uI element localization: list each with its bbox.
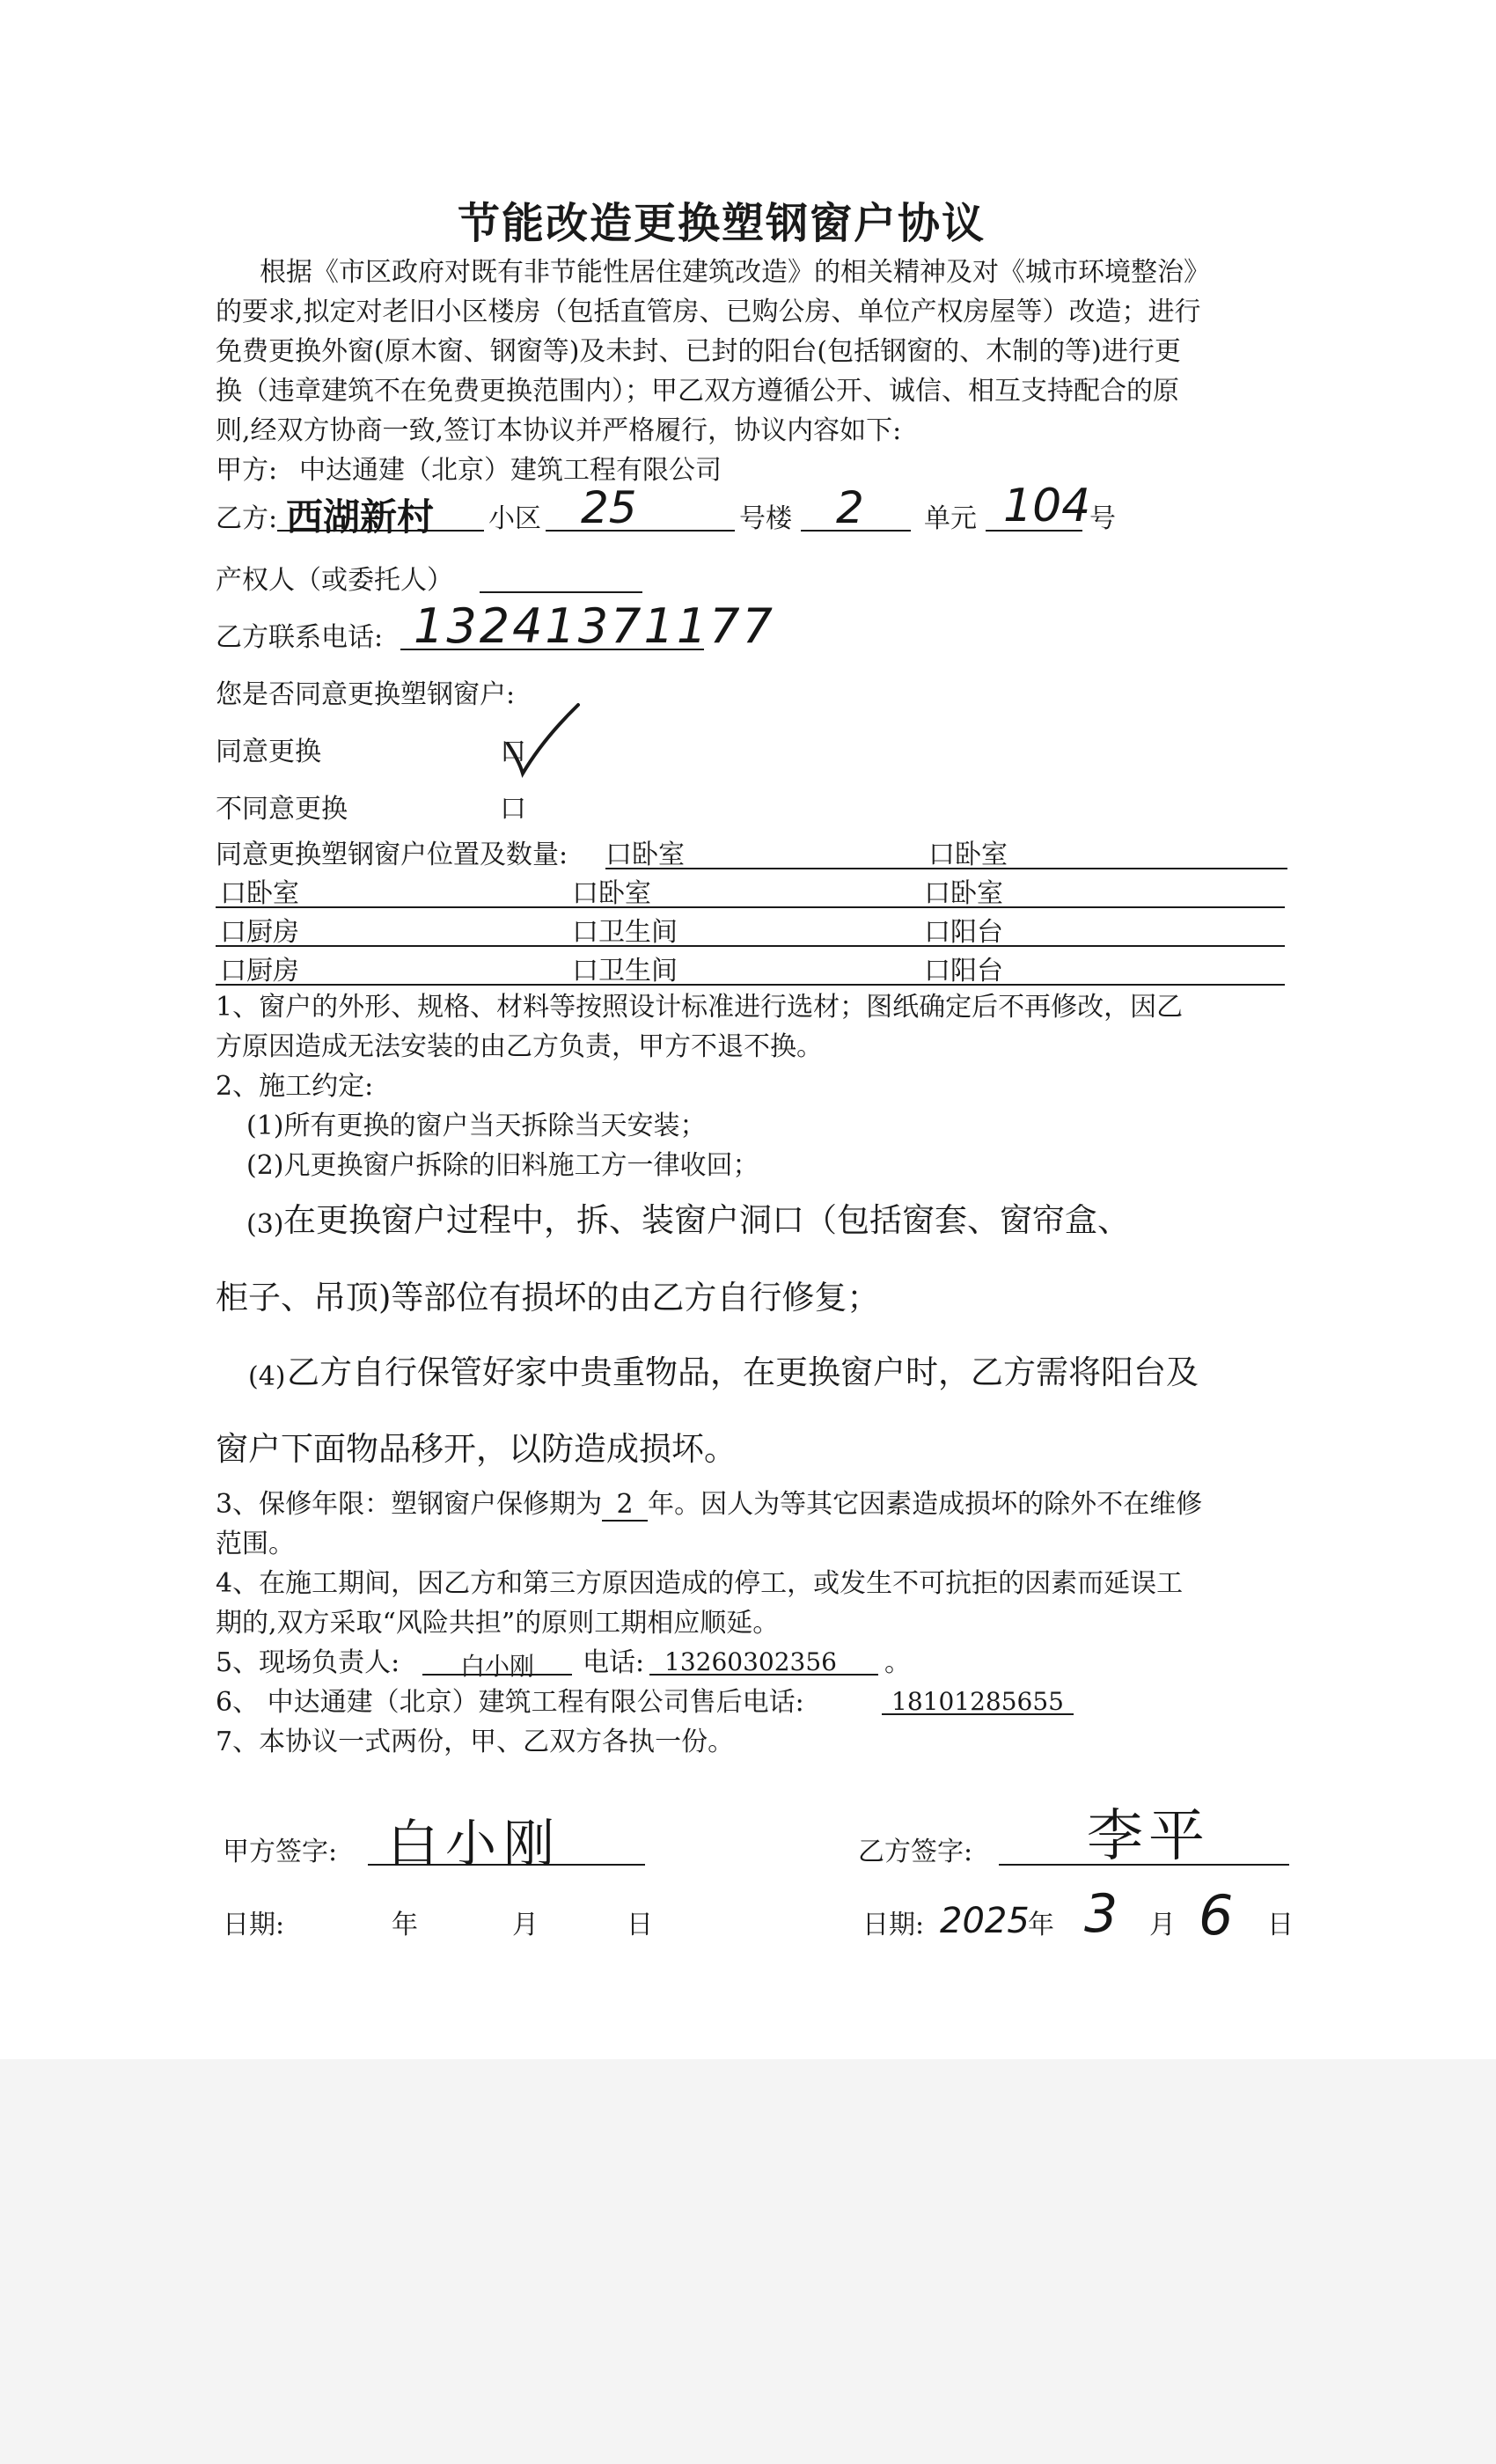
- party-a-label: 甲方:: [216, 455, 278, 486]
- position-bedroom-2[interactable]: 口卧室: [928, 840, 1008, 870]
- clause-4-line-1: 4、在施工期间，因乙方和第三方原因造成的停工，或发生不可抗拒的因素而延误工: [216, 1568, 1184, 1599]
- position-bathroom-1[interactable]: 口卫生间: [572, 917, 678, 948]
- party-a-date-day: 日: [627, 1910, 653, 1940]
- page-title: 节能改造更换塑钢窗户协议: [458, 199, 986, 248]
- party-a-date-year: 年: [392, 1910, 418, 1940]
- disagree-label: 不同意更换: [216, 794, 348, 825]
- clause-2-item-3-number: (3): [246, 1209, 284, 1240]
- agree-question: 您是否同意更换塑钢窗户:: [216, 679, 516, 710]
- scan-bottom-margin: [0, 2059, 1496, 2464]
- party-b-date-day-value: 6: [1199, 1883, 1234, 1947]
- intro-line-4: 换（违章建筑不在免费更换范围内）；甲乙双方遵循公开、诚信、相互支持配合的原: [216, 376, 1179, 407]
- site-manager-name: 白小刚: [459, 1652, 534, 1681]
- owner-underline: [480, 591, 642, 593]
- party-a-signature-label: 甲方签字:: [223, 1837, 338, 1867]
- clause-5-end: 。: [884, 1647, 911, 1678]
- party-b-date-day: 日: [1267, 1910, 1294, 1940]
- community-suffix: 小区: [488, 503, 541, 534]
- phone-label: 乙方联系电话:: [216, 622, 384, 653]
- position-bedroom-4[interactable]: 口卧室: [572, 878, 651, 909]
- clause-7: 7、本协议一式两份，甲、乙双方各执一份。: [216, 1727, 735, 1757]
- party-b-date-year: 年: [1028, 1910, 1054, 1940]
- party-b-date-month: 月: [1149, 1910, 1176, 1940]
- positions-underline-1: [605, 868, 1287, 869]
- community-value: 西湖新村: [286, 495, 435, 539]
- position-bathroom-2[interactable]: 口卫生间: [572, 956, 678, 986]
- after-sales-phone: 18101285655: [891, 1687, 1064, 1716]
- party-b-signature-label: 乙方签字:: [858, 1837, 973, 1867]
- clause-6-prefix: 6、 中达通建（北京）建筑工程有限公司售后电话:: [216, 1687, 804, 1718]
- clause-2-item-4-line-1: 乙方自行保管好家中贵重物品，在更换窗户时，乙方需将阳台及: [287, 1353, 1199, 1391]
- clause-2-item-3-line-2: 柜子、吊顶)等部位有损坏的由乙方自行修复；: [216, 1279, 880, 1316]
- room-suffix: 号: [1089, 503, 1116, 534]
- disagree-checkbox[interactable]: 口: [500, 794, 526, 825]
- position-balcony-1[interactable]: 口阳台: [924, 917, 1003, 948]
- party-a-signature: 白小刚: [387, 1814, 562, 1874]
- building-underline: [546, 530, 735, 532]
- position-balcony-2[interactable]: 口阳台: [924, 956, 1003, 986]
- position-bedroom-3[interactable]: 口卧室: [220, 878, 299, 909]
- clause-4-line-2: 期的,双方采取“风险共担”的原则工期相应顺延。: [216, 1608, 780, 1639]
- agree-checkbox[interactable]: 口: [500, 737, 526, 767]
- clause-1-line-2: 方原因造成无法安装的由乙方负责，甲方不退不换。: [216, 1031, 823, 1062]
- position-bedroom-5[interactable]: 口卧室: [924, 878, 1003, 909]
- site-manager-phone: 13260302356: [664, 1647, 837, 1676]
- clause-2-item-4-line-2: 窗户下面物品移开，以防造成损坏。: [216, 1430, 737, 1468]
- positions-underline-4: [216, 984, 1285, 986]
- party-b-signature: 李平: [1087, 1804, 1210, 1869]
- clause-3-prefix: 3、保修年限：塑钢窗户保修期为: [216, 1489, 603, 1520]
- clause-2-item-4-number: (4): [248, 1361, 286, 1392]
- clause-5-prefix: 5、现场负责人:: [216, 1647, 400, 1678]
- clause-2-heading: 2、施工约定:: [216, 1071, 374, 1102]
- intro-line-2: 的要求,拟定对老旧小区楼房（包括直管房、已购公房、单位产权房屋等）改造；进行: [216, 297, 1201, 327]
- clause-2-item-1: (1)所有更换的窗户当天拆除当天安装；: [246, 1111, 707, 1141]
- positions-label: 同意更换塑钢窗户位置及数量:: [216, 840, 568, 870]
- positions-underline-3: [216, 945, 1285, 947]
- clause-2-item-3-line-1: 在更换窗户过程中，拆、装窗户洞口（包括窗套、窗帘盒、: [283, 1201, 1130, 1239]
- clause-3-suffix: 年。因人为等其它因素造成损坏的除外不在维修: [648, 1489, 1203, 1520]
- clause-3-line-1: [216, 1487, 1202, 1522]
- clause-5-phone-label: 电话:: [583, 1647, 645, 1678]
- clause-1-line-1: 1、窗户的外形、规格、材料等按照设计标准进行选材；图纸确定后不再修改，因乙: [216, 992, 1184, 1023]
- checkmark-icon: [503, 700, 583, 779]
- intro-line-3: 免费更换外窗(原木窗、钢窗等)及未封、已封的阳台(包括钢窗的、木制的等)进行更: [216, 336, 1181, 367]
- party-a-date-label: 日期:: [223, 1910, 285, 1940]
- position-kitchen-2[interactable]: 口厨房: [220, 956, 299, 986]
- clause-3-line-2: 范围。: [216, 1529, 295, 1559]
- room-value: 104: [1003, 480, 1091, 532]
- position-bedroom-1[interactable]: 口卧室: [605, 840, 685, 870]
- positions-underline-2: [216, 906, 1285, 908]
- party-b-label: 乙方:: [216, 503, 278, 534]
- party-b-date-month-value: 3: [1084, 1883, 1118, 1945]
- party-b-date-year-value: 2025: [940, 1901, 1030, 1941]
- unit-suffix: 单元: [924, 503, 977, 534]
- party-a-date-month: 月: [512, 1910, 539, 1940]
- intro-line-5: 则,经双方协商一致,签订本协议并严格履行，协议内容如下:: [216, 415, 902, 446]
- phone-value: 13241371177: [414, 598, 775, 654]
- position-kitchen-1[interactable]: 口厨房: [220, 917, 299, 948]
- party-b-date-label: 日期:: [862, 1910, 925, 1940]
- intro-line-1: 根据《市区政府对既有非节能性居住建筑改造》的相关精神及对《城市环境整治》: [260, 257, 1210, 288]
- unit-value: 2: [836, 482, 864, 533]
- building-suffix: 号楼: [739, 503, 792, 534]
- party-a-name: 中达通建（北京）建筑工程有限公司: [299, 455, 722, 486]
- clause-2-item-2: (2)凡更换窗户拆除的旧料施工方一律收回；: [246, 1150, 759, 1181]
- owner-label: 产权人（或委托人）: [216, 565, 453, 596]
- agree-label: 同意更换: [216, 737, 321, 767]
- building-value: 25: [581, 482, 637, 533]
- warranty-years: 2: [602, 1490, 648, 1522]
